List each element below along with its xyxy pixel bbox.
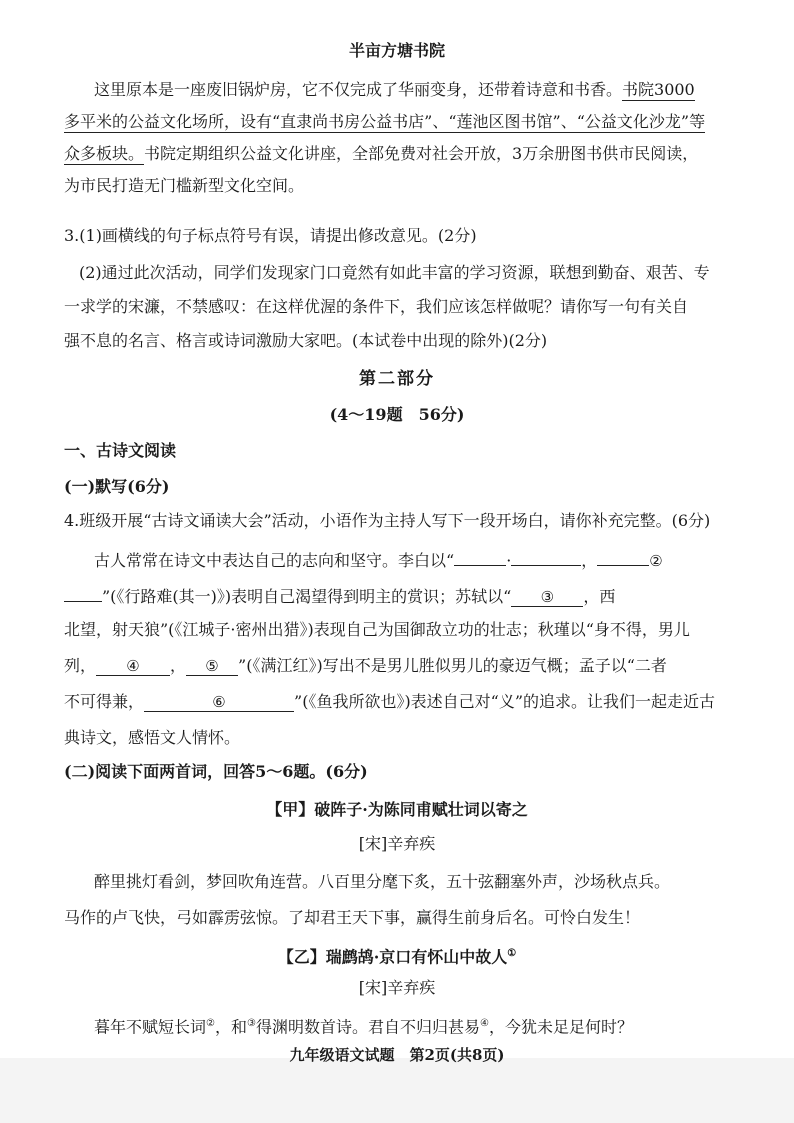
answer-blank[interactable] [454,547,506,566]
poem-a-line: 醉里挑灯看剑，梦回吹角连营。八百里分麾下炙，五十弦翻塞外声，沙场秋点兵。 [94,872,671,891]
answer-blank[interactable] [64,583,102,602]
article-paragraph-line [64,111,705,133]
passage-text: ， [581,551,598,570]
blank-number: ③ [540,588,555,606]
poem-b-line [94,1013,633,1038]
fill-blank-line [94,547,663,572]
blank-number: ⑤ [205,657,219,675]
footnote-mark: ④ [479,1018,489,1029]
poem-a-title: 【甲】破阵子·为陈同甫赋壮词以寄之 [266,800,528,819]
article-title: 半亩方塘书院 [348,41,445,60]
footnote-mark: ① [507,948,517,959]
answer-blank[interactable] [511,547,581,566]
passage-text: ”(《满江红》)写出不是男儿胜似男儿的豪迈气概；孟子以“二者 [238,656,667,675]
blank-number: ⑥ [212,693,226,711]
article-paragraph-line [64,143,698,165]
poem-b-title-text: 【乙】瑞鹧鸪·京口有怀山中故人 [277,947,508,967]
blank-number: ④ [126,657,140,675]
article-paragraph-line: 为市民打造无门槛新型文化空间。 [64,176,305,195]
question-4-stem: 4.班级开展“古诗文诵读大会”活动，小语作为主持人写下一段开场白，请你补充完整。(6分) [64,511,711,530]
poem-text: 暮年不赋短长词 [94,1017,207,1037]
article-text: 这里原本是一座废旧锅炉房，它不仅完成了华丽变身，还带着诗意和书香。 [94,80,623,99]
passage-text: 不可得兼， [64,692,145,711]
poem-a-author: [宋]辛弃疾 [358,834,436,853]
part-range: (4～19题 56分) [329,405,465,424]
question-3-part-1: 3.(1)画横线的句子标点符号有误，请提出修改意见。(2分) [64,226,477,245]
passage-text: ”(《行路难(其一)》)表明自己渴望得到明主的赏识；苏轼以“ [102,587,512,606]
passage-text: · [506,551,512,570]
answer-blank[interactable] [511,588,583,607]
blank-number: ② [649,552,663,570]
part-heading: 第二部分 [359,369,435,389]
fill-blank-line: 典诗文，感悟文人情怀。 [64,728,241,747]
article-text: 书院定期组织公益文化讲座，全部免费对社会开放，3万余册图书供市民阅读， [144,144,699,163]
underlined-sentence: 众多板块。 [64,144,145,163]
passage-text: ”(《鱼我所欲也》)表述自己对“义”的追求。让我们一起走近古 [294,692,716,711]
poem-a-line: 马作的卢飞快，弓如霹雳弦惊。了却君王天下事，赢得生前身后名。可怜白发生！ [64,908,641,927]
subsection-heading: (二)阅读下面两首词，回答5～6题。(6分) [64,762,368,781]
passage-text: ， [170,656,187,675]
question-3-part-2: 一求学的宋濂，不禁感叹：在这样优渥的条件下，我们应该怎样做呢？请你写一句有关自 [64,297,689,316]
subsection-heading: (一)默写(6分) [64,477,170,496]
page-footer: 九年级语文试题 第2页(共8页) [289,1046,505,1064]
answer-blank[interactable] [144,693,294,712]
question-3-part-2: 强不息的名言、格言或诗词激励大家吧。(本试卷中出现的除外)(2分) [64,331,548,350]
underlined-sentence: 多平米的公益文化场所，设有“直隶尚书房公益书店”、“莲池区图书馆”、“公益文化沙龙”等 [64,112,706,131]
fill-blank-line [64,655,667,677]
poem-text: ，和 [214,1017,247,1037]
fill-blank-line [64,691,715,713]
answer-blank[interactable] [186,657,238,676]
passage-text: 列， [64,656,97,675]
footnote-mark: ③ [247,1018,256,1029]
answer-blank[interactable] [96,657,170,676]
article-paragraph-line [94,79,695,101]
underlined-sentence: 书院3000 [622,80,695,99]
passage-text: 古人常常在诗文中表达自己的志向和坚守。李白以“ [94,551,455,570]
section-heading: 一、古诗文阅读 [64,441,177,460]
poem-text: 得渊明数首诗。君自不归归甚易 [255,1017,480,1037]
question-3-part-2: (2)通过此次活动，同学们发现家门口竟然有如此丰富的学习资源，联想到勤奋、艰苦、专 [79,263,710,282]
poem-text: ，今犹未足足何时？ [488,1017,633,1037]
fill-blank-line: 北望，射天狼”(《江城子·密州出猎》)表现自己为国御敌立功的壮志；秋瑾以“身不得，男儿 [64,620,690,639]
fill-blank-line [64,583,615,608]
footnote-mark: ② [206,1018,215,1029]
poem-b-title [0,943,794,968]
answer-blank[interactable] [597,547,649,566]
passage-text: ，西 [583,587,616,606]
poem-b-author: [宋]辛弃疾 [358,978,436,997]
